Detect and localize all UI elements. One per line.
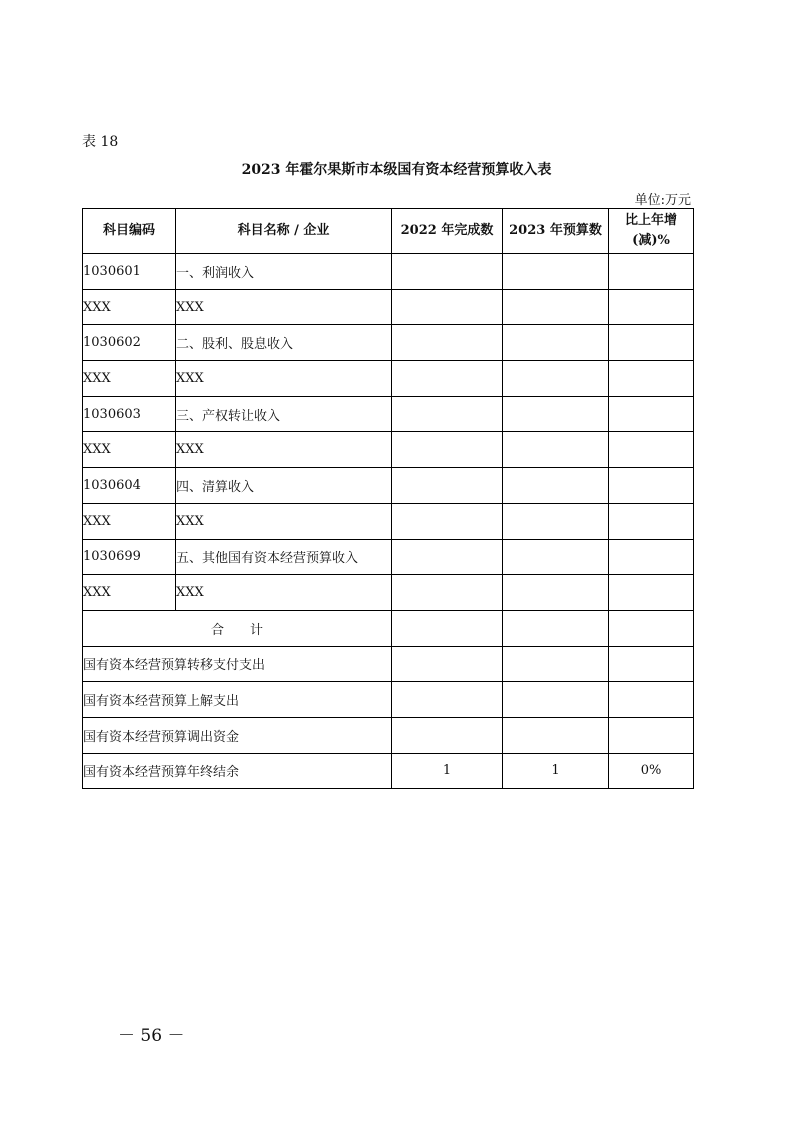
- cell-budget: [503, 325, 609, 361]
- summary-label: 国有资本经营预算年终结余: [83, 753, 392, 789]
- cell-completed: [392, 468, 503, 504]
- row-name: XXX: [176, 575, 392, 611]
- row-code: 1030602: [83, 325, 176, 361]
- cell-change: [609, 325, 694, 361]
- header-row: [83, 209, 694, 254]
- cell-change: [609, 289, 694, 325]
- header-budget-2023: 2023 年预算数: [503, 209, 609, 254]
- header-change: [609, 209, 694, 254]
- cell-completed: [392, 396, 503, 432]
- cell-budget: 1: [503, 753, 609, 789]
- total-label: 合 计: [83, 610, 392, 646]
- cell-completed: [392, 254, 503, 290]
- row-name: 一、利润收入: [176, 254, 392, 290]
- row-name: XXX: [176, 289, 392, 325]
- row-name: 五、其他国有资本经营预算收入: [176, 539, 392, 575]
- cell-completed: [392, 289, 503, 325]
- table-row: [83, 254, 694, 290]
- cell-change: [609, 432, 694, 468]
- summary-label: 国有资本经营预算上解支出: [83, 682, 392, 718]
- cell-budget: [503, 646, 609, 682]
- row-code: 1030699: [83, 539, 176, 575]
- summary-row: [83, 717, 694, 753]
- cell-completed: [392, 432, 503, 468]
- cell-completed: [392, 575, 503, 611]
- header-change-line1: 比上年增: [624, 213, 677, 228]
- summary-label: 国有资本经营预算调出资金: [83, 717, 392, 753]
- cell-budget: [503, 682, 609, 718]
- table-row: [83, 432, 694, 468]
- cell-budget: [503, 289, 609, 325]
- cell-completed: [392, 717, 503, 753]
- cell-change: 0%: [609, 753, 694, 789]
- cell-change: [609, 646, 694, 682]
- row-code: 1030603: [83, 396, 176, 432]
- summary-row: [83, 682, 694, 718]
- table-number: 表 18: [82, 134, 119, 150]
- unit-label: 单位:万元: [634, 193, 691, 208]
- cell-budget: [503, 468, 609, 504]
- table-row: [83, 503, 694, 539]
- revenue-table: [82, 208, 694, 789]
- row-name: 三、产权转让收入: [176, 396, 392, 432]
- header-code: 科目编码: [83, 209, 176, 254]
- summary-label: 国有资本经营预算转移支付支出: [83, 646, 392, 682]
- cell-change: [609, 575, 694, 611]
- cell-budget: [503, 254, 609, 290]
- table-row: [83, 539, 694, 575]
- cell-budget: [503, 610, 609, 646]
- document-title: 2023 年霍尔果斯市本级国有资本经营预算收入表: [241, 162, 552, 178]
- table-row: [83, 575, 694, 611]
- total-row: [83, 610, 694, 646]
- table-row: [83, 468, 694, 504]
- cell-change: [609, 610, 694, 646]
- cell-completed: [392, 325, 503, 361]
- row-name: 四、清算收入: [176, 468, 392, 504]
- row-name: XXX: [176, 432, 392, 468]
- header-change-line2: (减)%: [632, 233, 670, 248]
- table-row: [83, 289, 694, 325]
- cell-budget: [503, 717, 609, 753]
- summary-row: [83, 646, 694, 682]
- row-code: XXX: [83, 289, 176, 325]
- row-name: XXX: [176, 361, 392, 397]
- cell-change: [609, 717, 694, 753]
- row-code: 1030604: [83, 468, 176, 504]
- table-row: [83, 361, 694, 397]
- cell-completed: [392, 503, 503, 539]
- table-row: [83, 325, 694, 361]
- cell-change: [609, 468, 694, 504]
- cell-completed: [392, 361, 503, 397]
- cell-completed: [392, 610, 503, 646]
- row-code: XXX: [83, 575, 176, 611]
- cell-change: [609, 361, 694, 397]
- header-name: 科目名称 / 企业: [176, 209, 392, 254]
- row-name: 二、股利、股息收入: [176, 325, 392, 361]
- cell-change: [609, 254, 694, 290]
- cell-change: [609, 682, 694, 718]
- cell-completed: 1: [392, 753, 503, 789]
- row-code: 1030601: [83, 254, 176, 290]
- cell-budget: [503, 396, 609, 432]
- row-code: XXX: [83, 503, 176, 539]
- cell-completed: [392, 646, 503, 682]
- cell-change: [609, 503, 694, 539]
- cell-budget: [503, 432, 609, 468]
- cell-budget: [503, 575, 609, 611]
- table-row: [83, 396, 694, 432]
- header-completed-2022: 2022 年完成数: [392, 209, 503, 254]
- cell-change: [609, 539, 694, 575]
- cell-completed: [392, 539, 503, 575]
- cell-budget: [503, 361, 609, 397]
- cell-budget: [503, 539, 609, 575]
- cell-completed: [392, 682, 503, 718]
- summary-row: [83, 753, 694, 789]
- page-number: － 56 －: [118, 1026, 185, 1046]
- row-code: XXX: [83, 361, 176, 397]
- row-name: XXX: [176, 503, 392, 539]
- cell-change: [609, 396, 694, 432]
- cell-budget: [503, 503, 609, 539]
- row-code: XXX: [83, 432, 176, 468]
